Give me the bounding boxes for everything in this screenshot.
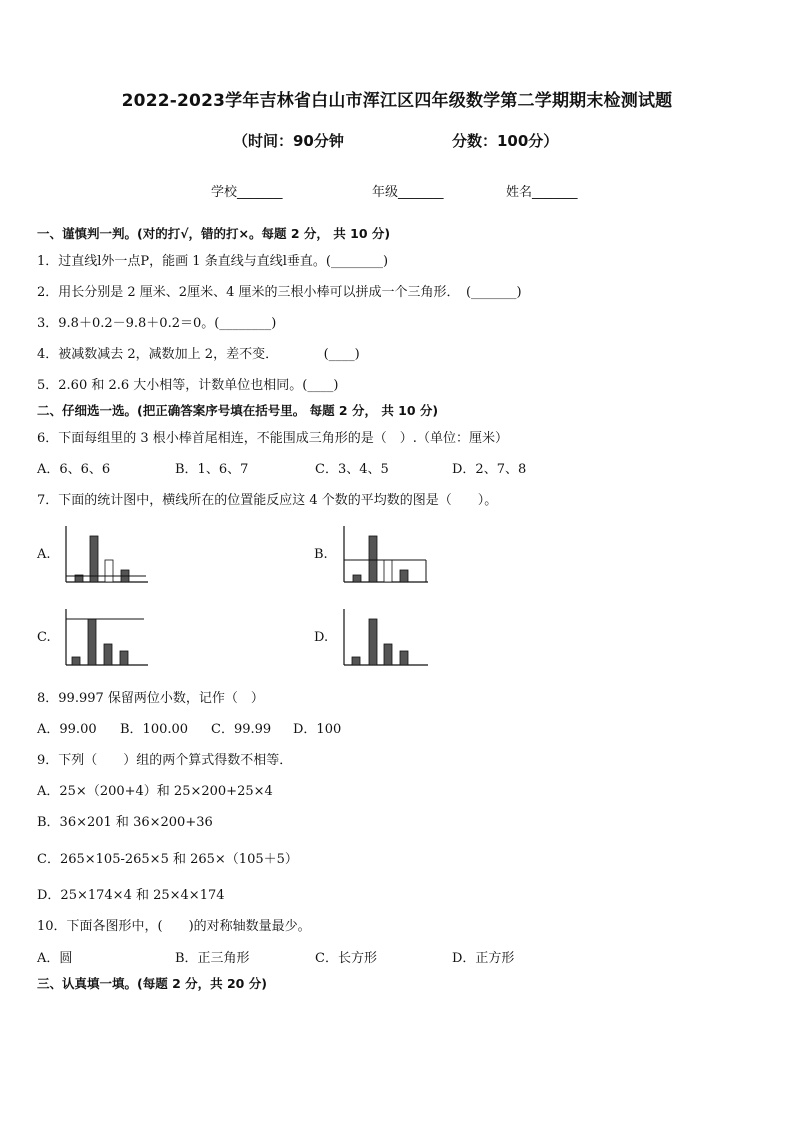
chart-d-label: D. bbox=[314, 630, 329, 645]
q10-option-c: C．长方形 bbox=[315, 951, 377, 966]
q6-option-b: B．1、6、7 bbox=[175, 462, 249, 477]
q9-option-a: A．25×（200+4）和 25×200+25×4 bbox=[37, 784, 273, 799]
q6-option-d: D．2、7、8 bbox=[452, 462, 527, 477]
chart-a-label: A. bbox=[37, 547, 51, 562]
chart-d bbox=[338, 605, 430, 671]
q8-option-d: D．100 bbox=[293, 722, 342, 737]
section-3-heading: 三、认真填一填。(每题 2 分，共 20 分) bbox=[37, 976, 267, 991]
q9-option-c: C．265×105-265×5 和 265×（105＋5） bbox=[37, 852, 298, 867]
question-5: 5．2.60 和 2.6 大小相等，计数单位也相同。(____) bbox=[37, 378, 339, 393]
school-field: 学校_______ bbox=[211, 185, 283, 200]
q8-option-c: C．99.99 bbox=[211, 722, 272, 737]
chart-c-label: C. bbox=[37, 630, 51, 645]
exam-time: （时间：90分钟 bbox=[233, 132, 344, 150]
chart-c bbox=[60, 605, 150, 671]
q8-option-b: B．100.00 bbox=[120, 722, 189, 737]
page-title: 2022-2023学年吉林省白山市浑江区四年级数学第二学期期末检测试题 bbox=[121, 91, 673, 111]
exam-score: 分数：100分） bbox=[452, 132, 559, 150]
question-3: 3．9.8＋0.2－9.8＋0.2＝0。(________) bbox=[37, 316, 277, 331]
question-9: 9．下列（ ）组的两个算式得数不相等． bbox=[37, 753, 293, 768]
question-8: 8．99.997 保留两位小数，记作（ ） bbox=[37, 691, 264, 706]
name-field: 姓名_______ bbox=[506, 185, 578, 200]
question-6: 6．下面每组里的 3 根小棒首尾相连，不能围成三角形的是（ ）.（单位：厘米） bbox=[37, 431, 508, 446]
q9-option-d: D．25×174×4 和 25×4×174 bbox=[37, 888, 225, 903]
chart-b bbox=[338, 522, 430, 588]
q10-option-b: B．正三角形 bbox=[175, 951, 250, 966]
q9-option-b: B．36×201 和 36×200+36 bbox=[37, 815, 213, 830]
section-1-heading: 一、谨慎判一判。(对的打√，错的打×。每题 2 分， 共 10 分) bbox=[37, 226, 391, 241]
section-2-heading: 二、仔细选一选。(把正确答案序号填在括号里。 每题 2 分， 共 10 分) bbox=[37, 403, 439, 418]
q10-option-d: D．正方形 bbox=[452, 951, 515, 966]
q10-option-a: A．圆 bbox=[37, 951, 73, 966]
q6-option-a: A．6、6、6 bbox=[37, 462, 111, 477]
grade-field: 年级_______ bbox=[372, 185, 444, 200]
q6-option-c: C．3、4、5 bbox=[315, 462, 389, 477]
question-10: 10．下面各图形中，( )的对称轴数量最少。 bbox=[37, 919, 311, 934]
q8-option-a: A．99.00 bbox=[37, 722, 97, 737]
question-1: 1．过直线l外一点P，能画 1 条直线与直线l垂直。(________) bbox=[37, 254, 389, 269]
chart-b-label: B. bbox=[314, 547, 328, 562]
chart-a bbox=[60, 522, 150, 588]
question-4: 4．被减数减去 2，减数加上 2，差不变． (____) bbox=[37, 347, 360, 362]
question-7: 7．下面的统计图中，横线所在的位置能反应这 4 个数的平均数的图是（ ）。 bbox=[37, 493, 498, 508]
question-2: 2．用长分别是 2 厘米、2厘米、4 厘米的三根小棒可以拼成一个三角形． (_______) bbox=[37, 285, 522, 300]
